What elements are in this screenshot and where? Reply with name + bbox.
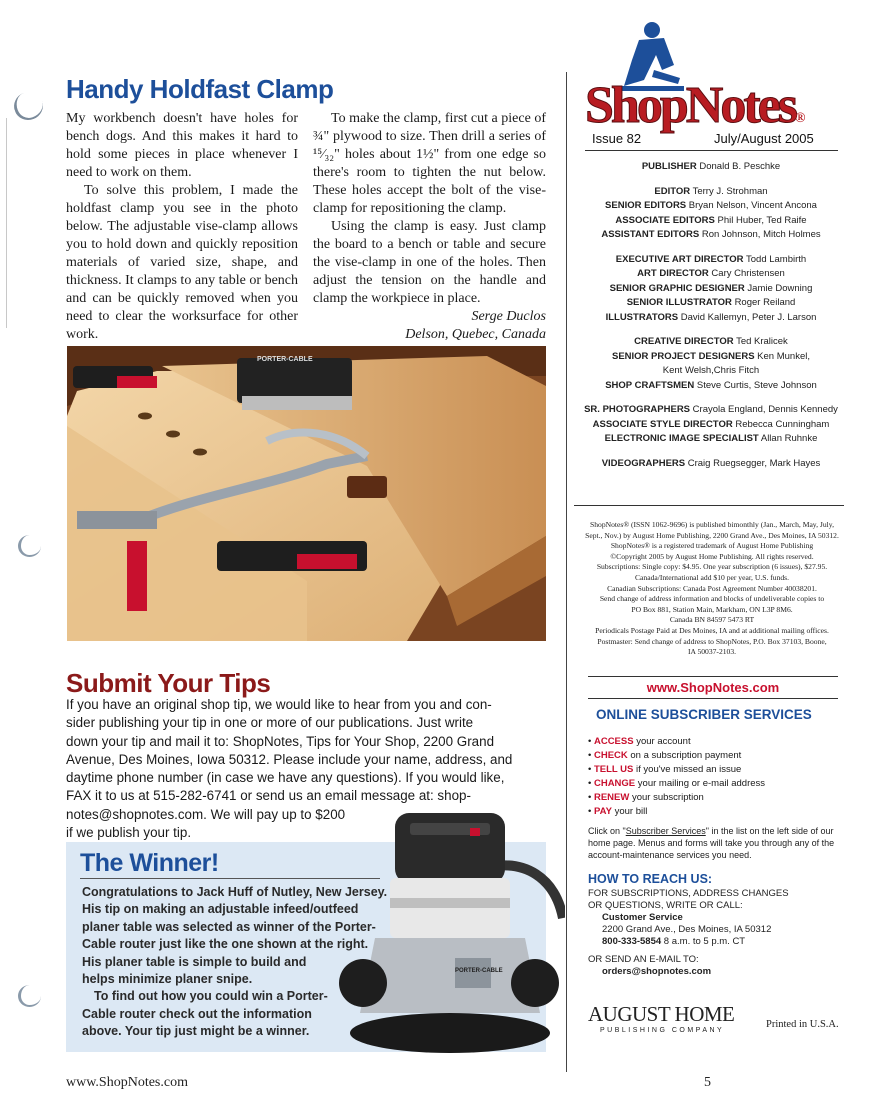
tips-line: sider publishing your tip in one or more of our publications. Just write: [66, 715, 474, 731]
winner-line: helps minimize planer snipe.: [82, 972, 253, 987]
staff-group: [570, 160, 852, 175]
router-brand-label: PORTER-CABLE: [455, 968, 503, 974]
winner-line: Congratulations to Jack Huff of Nutley, New Jersey.: [82, 885, 388, 899]
column-divider: [566, 72, 567, 1072]
service-item: • CHECK on a subscription payment: [588, 750, 742, 761]
staff-entry: ASSOCIATE EDITORS Phil Huber, Ted Raife: [615, 214, 807, 226]
customer-service-address: 2200 Grand Ave., Des Moines, IA 50312: [602, 924, 772, 935]
article-title: Handy Holdfast Clamp: [66, 74, 334, 104]
fineprint-line: Subscriptions: Single copy: $4.95. One year subscription (6 issues), $27.95.: [596, 562, 828, 572]
reach-line: OR SEND AN E-MAIL TO:: [588, 954, 699, 965]
fineprint-line: ShopNotes® (ISSN 1062-9696) is published bimonthly (Jan., March, May, July,: [590, 520, 834, 529]
staff-entry: SHOP CRAFTSMEN Steve Curtis, Steve Johnson: [605, 379, 817, 391]
fineprint-line: Canadian Subscriptions: Canada Post Agreement Number 40038201.: [607, 583, 817, 593]
customer-service-phone: 800-333-5854 8 a.m. to 5 p.m. CT: [602, 936, 746, 947]
staff-group: [570, 335, 852, 393]
staff-entry: ILLUSTRATORS David Kallemyn, Peter J. Larson: [605, 311, 817, 323]
service-item: • PAY your bill: [588, 806, 648, 817]
article-paragraph: To solve this problem, I made the holdfast clamp you see in the photo below. The adjustable vise-clamp allows you to hold down and quickly reposition materials of varied size, shape, and thickness. It clamps to any table or bench and can be quickly removed when you need to clear the worksurface for other work.: [66, 183, 298, 342]
service-keyword: CHECK: [593, 750, 628, 761]
article-paragraph: Using the clamp is easy. Just clamp the board to a bench or table and secure the vise-clamp in one of the holes. Then adjust the tension on the handle and clamp the workpiece in place.: [313, 219, 546, 306]
fineprint-line: ShopNotes® is a registered trademark of August Home Publishing: [610, 541, 814, 551]
publisher-logo: [588, 1002, 734, 1034]
staff-entry: SR. PHOTOGRAPHERS Crayola England, Dennis Kennedy: [584, 404, 838, 415]
services-instructions: Click on "Subscriber Services" in the list on the left side of our home page. Menus and forms will take you through any of the account-maintenance services you need.: [588, 826, 835, 860]
clamp-photo-illustration: [67, 346, 546, 641]
service-keyword: CHANGE: [593, 778, 636, 789]
staff-group: [570, 457, 852, 472]
reach-line: FOR SUBSCRIPTIONS, ADDRESS CHANGES: [588, 888, 789, 899]
subscriber-services-link[interactable]: Subscriber Services: [625, 826, 706, 836]
printed-in-usa: Printed in U.S.A.: [766, 1019, 839, 1030]
winner-title: The Winner!: [80, 849, 219, 877]
winner-line: Cable router check out the information: [82, 1006, 312, 1021]
service-item: • CHANGE your mailing or e-mail address: [588, 778, 766, 789]
staff-entry: PUBLISHER Donald B. Peschke: [641, 161, 781, 172]
reach-details: [588, 888, 843, 978]
sander-brand-label: PORTER-CABLE: [257, 356, 313, 363]
staff-entry: ELECTRONIC IMAGE SPECIALIST Allan Ruhnke: [604, 433, 818, 444]
tips-line: Avenue, Des Moines, Iowa 50312. Please include your name, address, and: [66, 751, 513, 767]
router-image: [335, 808, 565, 1058]
online-rule-bottom: [588, 698, 838, 699]
issue-date: July/August 2005: [714, 131, 814, 146]
online-rule-top: [588, 676, 838, 677]
service-keyword: TELL US: [593, 764, 634, 775]
staff-entry: SENIOR ILLUSTRATOR Roger Reiland: [626, 297, 796, 308]
page-number: 5: [704, 1075, 711, 1090]
service-keyword: PAY: [593, 806, 612, 817]
staff-entry: EXECUTIVE ART DIRECTOR Todd Lambirth: [615, 253, 807, 265]
footer-url[interactable]: www.ShopNotes.com: [66, 1075, 188, 1090]
tips-line: FAX it to us at 515-282-6741 or send us an email message at: shop-: [66, 788, 471, 804]
masthead-rule: [585, 150, 838, 151]
article-paragraph: To make the clamp, first cut a piece of ¾" plywood to size. Then drill a series of ¹⁵⁄₃₂" holes about 1½" from one edge so there's room to tighten the nut below. These holes accept the bolt of the vise-clamp for repositioning the clamp.: [313, 111, 546, 216]
winner-line: His tip on making an adjustable infeed/outfeed: [82, 902, 359, 917]
publisher-tagline: PUBLISHING COMPANY: [600, 1027, 725, 1034]
service-item: • TELL US if you've missed an issue: [588, 764, 742, 775]
logo: [585, 77, 845, 135]
margin-rule: [6, 118, 7, 328]
winner-line: planer table was selected as winner of the Porter-: [82, 919, 376, 934]
staff-entry: VIDEOGRAPHERS Craig Ruegsegger, Mark Hayes: [601, 457, 821, 469]
fineprint-line: ©Copyright 2005 by August Home Publishing. All rights reserved.: [610, 551, 814, 561]
staff-entry: SENIOR EDITORS Bryan Nelson, Vincent Ancona: [605, 200, 817, 211]
fineprint-line: Canada/International add $10 per year, U.S. funds.: [634, 572, 790, 582]
fineprint-line: IA 50037-2103.: [687, 647, 737, 657]
fineprint-line: Canada BN 84597 5473 RT: [669, 615, 755, 625]
punch-hole-bottom: [18, 985, 41, 1007]
services-list: [588, 735, 838, 819]
clamp-photo: [67, 346, 546, 641]
staff-group: [570, 403, 852, 447]
punch-hole-middle: [18, 535, 41, 557]
staff-entry: CREATIVE DIRECTOR Ted Kralicek: [634, 336, 788, 347]
customer-service-label: Customer Service: [602, 912, 683, 923]
staff-entry: EDITOR Terry J. Strohman: [654, 185, 768, 197]
staff-entry: ART DIRECTOR Cary Christensen: [637, 268, 785, 279]
customer-email[interactable]: orders@shopnotes.com: [602, 966, 712, 977]
issue-number: Issue 82: [592, 131, 642, 146]
fineprint-line: Periodicals Postage Paid at Des Moines, IA and at additional mailing offices.: [595, 625, 829, 635]
fineprint-line: Send change of address information and blocks of undeliverable copies to: [599, 594, 825, 604]
article-column-2: [313, 110, 546, 344]
staff-group: [570, 253, 852, 326]
website-link[interactable]: www.ShopNotes.com: [646, 680, 780, 695]
masthead-rule-2: [574, 505, 844, 506]
author-name: Serge Duclos: [471, 309, 546, 324]
service-item: • RENEW your subscription: [588, 792, 704, 803]
fineprint-line: Postmaster: Send change of address to ShopNotes, P.O. Box 37103, Boone,: [597, 636, 827, 646]
author-location: Delson, Quebec, Canada: [405, 327, 546, 342]
service-item: • ACCESS your account: [588, 736, 691, 747]
tips-line: If you have an original shop tip, we would like to hear from you and con-: [66, 697, 492, 712]
tips-line: daytime phone number (in case we have any questions). If you would like,: [66, 770, 505, 786]
tips-line: down your tip and mail it to: ShopNotes, Tips for Your Shop, 2200 Grand: [66, 733, 495, 749]
fineprint-line: PO Box 881, Station Main, Markham, ON L3P 8M6.: [631, 604, 793, 614]
router-illustration: [335, 808, 565, 1058]
service-keyword: ACCESS: [593, 736, 634, 747]
article-paragraph: My workbench doesn't have holes for bench dogs. And this makes it hard to hold some pieces in place whenever I need to work on them.: [66, 111, 298, 180]
winner-line: His planer table is simple to build and: [82, 954, 307, 969]
staff-entry: SENIOR PROJECT DESIGNERS Ken Munkel,: [612, 350, 810, 362]
punch-hole-top: [10, 88, 47, 124]
reach-heading: HOW TO REACH US:: [588, 872, 713, 886]
winner-line: To find out how you could win a Porter-: [94, 989, 328, 1004]
tips-line: if we publish your tip.: [66, 825, 192, 841]
staff-list: [570, 160, 852, 481]
fineprint-line: Sept., Nov.) by August Home Publishing, 2200 Grand Ave., Des Moines, IA 50312.: [585, 530, 839, 540]
staff-entry: Kent Welsh,Chris Fitch: [662, 365, 760, 376]
staff-entry: SENIOR GRAPHIC DESIGNER Jamie Downing: [609, 282, 813, 294]
staff-entry: ASSOCIATE STYLE DIRECTOR Rebecca Cunningham: [592, 418, 830, 430]
reach-line: OR QUESTIONS, WRITE OR CALL:: [588, 900, 743, 911]
winner-line: above. Your tip just might be a winner.: [82, 1024, 310, 1039]
tips-title: Submit Your Tips: [66, 668, 271, 698]
staff-entry: ASSISTANT EDITORS Ron Johnson, Mitch Holmes: [601, 229, 821, 240]
winner-line: Cable router just like the one shown at the right.: [82, 937, 369, 952]
publication-fineprint: [573, 520, 851, 658]
service-keyword: RENEW: [593, 792, 630, 803]
tips-line: notes@shopnotes.com. We will pay up to $200: [66, 806, 346, 822]
online-services-heading: ONLINE SUBSCRIBER SERVICES: [596, 707, 812, 722]
logo-registered-mark: ®: [794, 111, 806, 126]
logo-wordmark: ShopNotes: [585, 77, 795, 134]
staff-group: [570, 185, 852, 243]
article-column-1: [66, 110, 298, 344]
publisher-name: AUGUST HOME: [588, 1002, 735, 1026]
